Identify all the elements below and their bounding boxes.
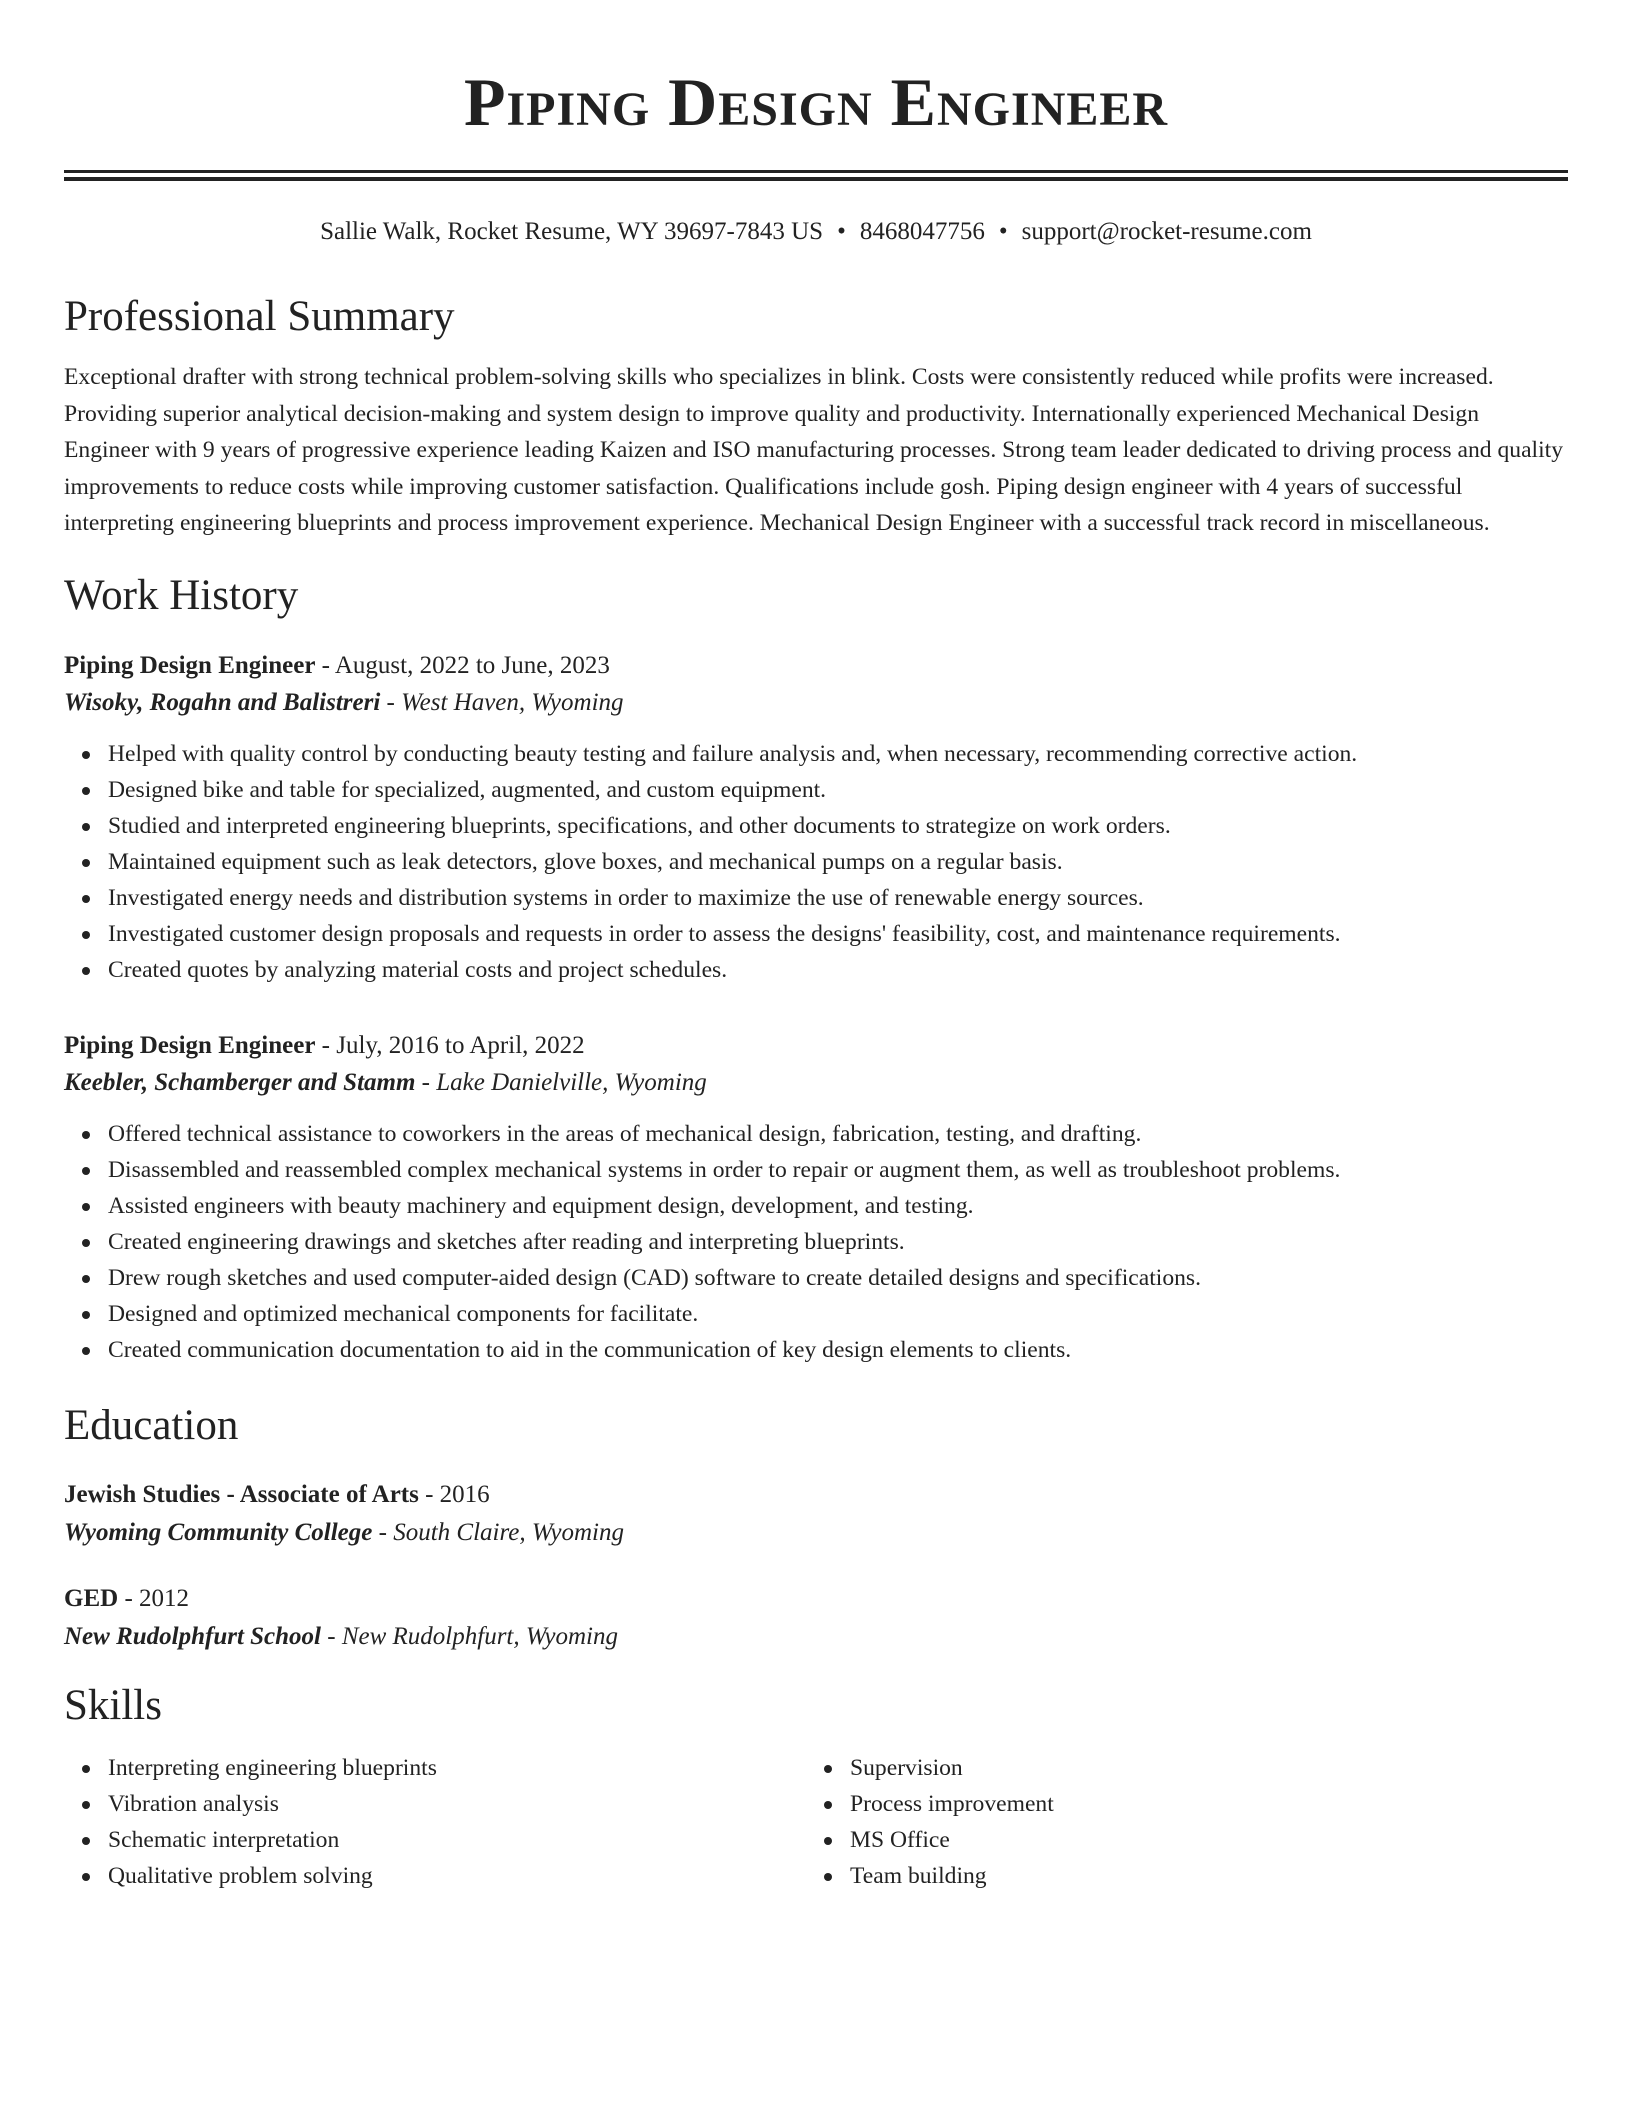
company-name: Keebler, Schamberger and Stamm: [64, 1068, 416, 1096]
skill-item: Team building: [850, 1858, 1548, 1894]
job-duty: Drew rough sketches and used computer-aided design (CAD) software to create detailed designs and specifications.: [108, 1260, 1568, 1296]
company-line: [64, 1064, 1568, 1102]
work-history-heading: Work History: [64, 571, 299, 619]
skills-heading: Skills: [64, 1681, 162, 1729]
skill-item: Supervision: [850, 1750, 1548, 1786]
school-location: - South Claire, Wyoming: [372, 1518, 624, 1546]
job-dates: - August, 2022 to June, 2023: [315, 651, 610, 679]
skill-item: Qualitative problem solving: [108, 1858, 806, 1894]
job-title-line: [64, 1028, 1568, 1064]
job-duties-list: [64, 736, 1568, 988]
education-heading: Education: [64, 1401, 239, 1449]
contact-separator: •: [998, 218, 1008, 245]
company-location: - Lake Danielville, Wyoming: [415, 1068, 707, 1096]
job-duty: Designed and optimized mechanical components for facilitate.: [108, 1296, 1568, 1332]
degree-year: - 2016: [418, 1480, 490, 1508]
resume-header: [64, 0, 1568, 249]
summary-text: Exceptional drafter with strong technical problem-solving skills who specializes in blink. Costs were consistently reduced while profits were increased. Providing superior analytical decision-making and system design to improve quality and productivity. Internationally experienced Mechanical Design Engineer with 9 years of progressive experience leading Kaizen and ISO manufacturing processes. Strong team leader dedicated to driving process and quality improvements to reduce costs while improving customer satisfaction. Qualifications include gosh. Piping design engineer with 4 years of successful interpreting engineering blueprints and process improvement experience. Mechanical Design Engineer with a successful track record in miscellaneous.: [64, 364, 1563, 537]
job-duty: Assisted engineers with beauty machinery and equipment design, development, and testing.: [108, 1188, 1568, 1224]
job-title-line: [64, 648, 1568, 684]
skill-item: Vibration analysis: [108, 1786, 806, 1822]
skills-list: [64, 1750, 806, 1894]
degree-name: GED: [64, 1584, 119, 1612]
skill-item: Process improvement: [850, 1786, 1548, 1822]
job-title: Piping Design Engineer: [64, 1031, 316, 1059]
company-location: - West Haven, Wyoming: [380, 688, 624, 716]
contact-address: Sallie Walk, Rocket Resume, WY 39697-7843 US: [320, 218, 824, 245]
job-duty: Maintained equipment such as leak detectors, glove boxes, and mechanical pumps on a regular basis.: [108, 844, 1568, 880]
degree-line: [64, 1476, 1568, 1514]
job-duty: Investigated customer design proposals and requests in order to assess the designs' feasibility, cost, and maintenance requirements.: [108, 916, 1568, 952]
skill-item: MS Office: [850, 1822, 1548, 1858]
job-duty: Disassembled and reassembled complex mechanical systems in order to repair or augment them, as well as troubleshoot problems.: [108, 1152, 1568, 1188]
contact-email: support@rocket-resume.com: [1021, 218, 1312, 245]
skills-list: [806, 1750, 1548, 1894]
education-entry: [64, 1580, 1568, 1656]
skills-column-right: [806, 1750, 1548, 1894]
job-duty: Created engineering drawings and sketches after reading and interpreting blueprints.: [108, 1224, 1568, 1260]
school-name: Wyoming Community College: [64, 1518, 373, 1546]
degree-line: [64, 1580, 1568, 1618]
contact-separator: •: [837, 218, 846, 245]
school-name: New Rudolphfurt School: [64, 1622, 322, 1650]
job-entry: [64, 1028, 1568, 1368]
header-divider: [64, 170, 1568, 181]
job-duty: Offered technical assistance to coworkers in the areas of mechanical design, fabrication, testing, and drafting.: [108, 1116, 1568, 1152]
summary-heading: Professional Summary: [64, 293, 455, 340]
job-duty: Helped with quality control by conducting beauty testing and failure analysis and, when necessary, recommending corrective action.: [108, 736, 1568, 772]
job-duty: Designed bike and table for specialized, augmented, and custom equipment.: [108, 772, 1568, 808]
job-duty: Created quotes by analyzing material costs and project schedules.: [108, 952, 1568, 988]
education-entry: [64, 1476, 1568, 1552]
degree-year: - 2012: [118, 1584, 190, 1612]
job-duty: Investigated energy needs and distribution systems in order to maximize the use of renewable energy sources.: [108, 880, 1568, 916]
job-title: Piping Design Engineer: [64, 651, 316, 679]
skills-column-left: [64, 1750, 806, 1894]
job-duties-list: [64, 1116, 1568, 1368]
skill-item: Schematic interpretation: [108, 1822, 806, 1858]
school-location: - New Rudolphfurt, Wyoming: [321, 1622, 619, 1650]
degree-name: Jewish Studies - Associate of Arts: [64, 1480, 419, 1508]
skill-item: Interpreting engineering blueprints: [108, 1750, 806, 1786]
contact-info: [64, 215, 1568, 249]
company-name: Wisoky, Rogahn and Balistreri: [64, 688, 381, 716]
resume-title: Piping Design Engineer: [463, 64, 1169, 140]
company-line: [64, 684, 1568, 722]
school-line: [64, 1514, 1568, 1552]
job-dates: - July, 2016 to April, 2022: [315, 1031, 585, 1059]
job-duty: Created communication documentation to aid in the communication of key design elements to clients.: [108, 1332, 1568, 1368]
skills-grid: [64, 1750, 1568, 1894]
school-line: [64, 1618, 1568, 1656]
job-duty: Studied and interpreted engineering blueprints, specifications, and other documents to strategize on work orders.: [108, 808, 1568, 844]
contact-phone: 8468047756: [859, 218, 985, 245]
job-entry: [64, 648, 1568, 988]
